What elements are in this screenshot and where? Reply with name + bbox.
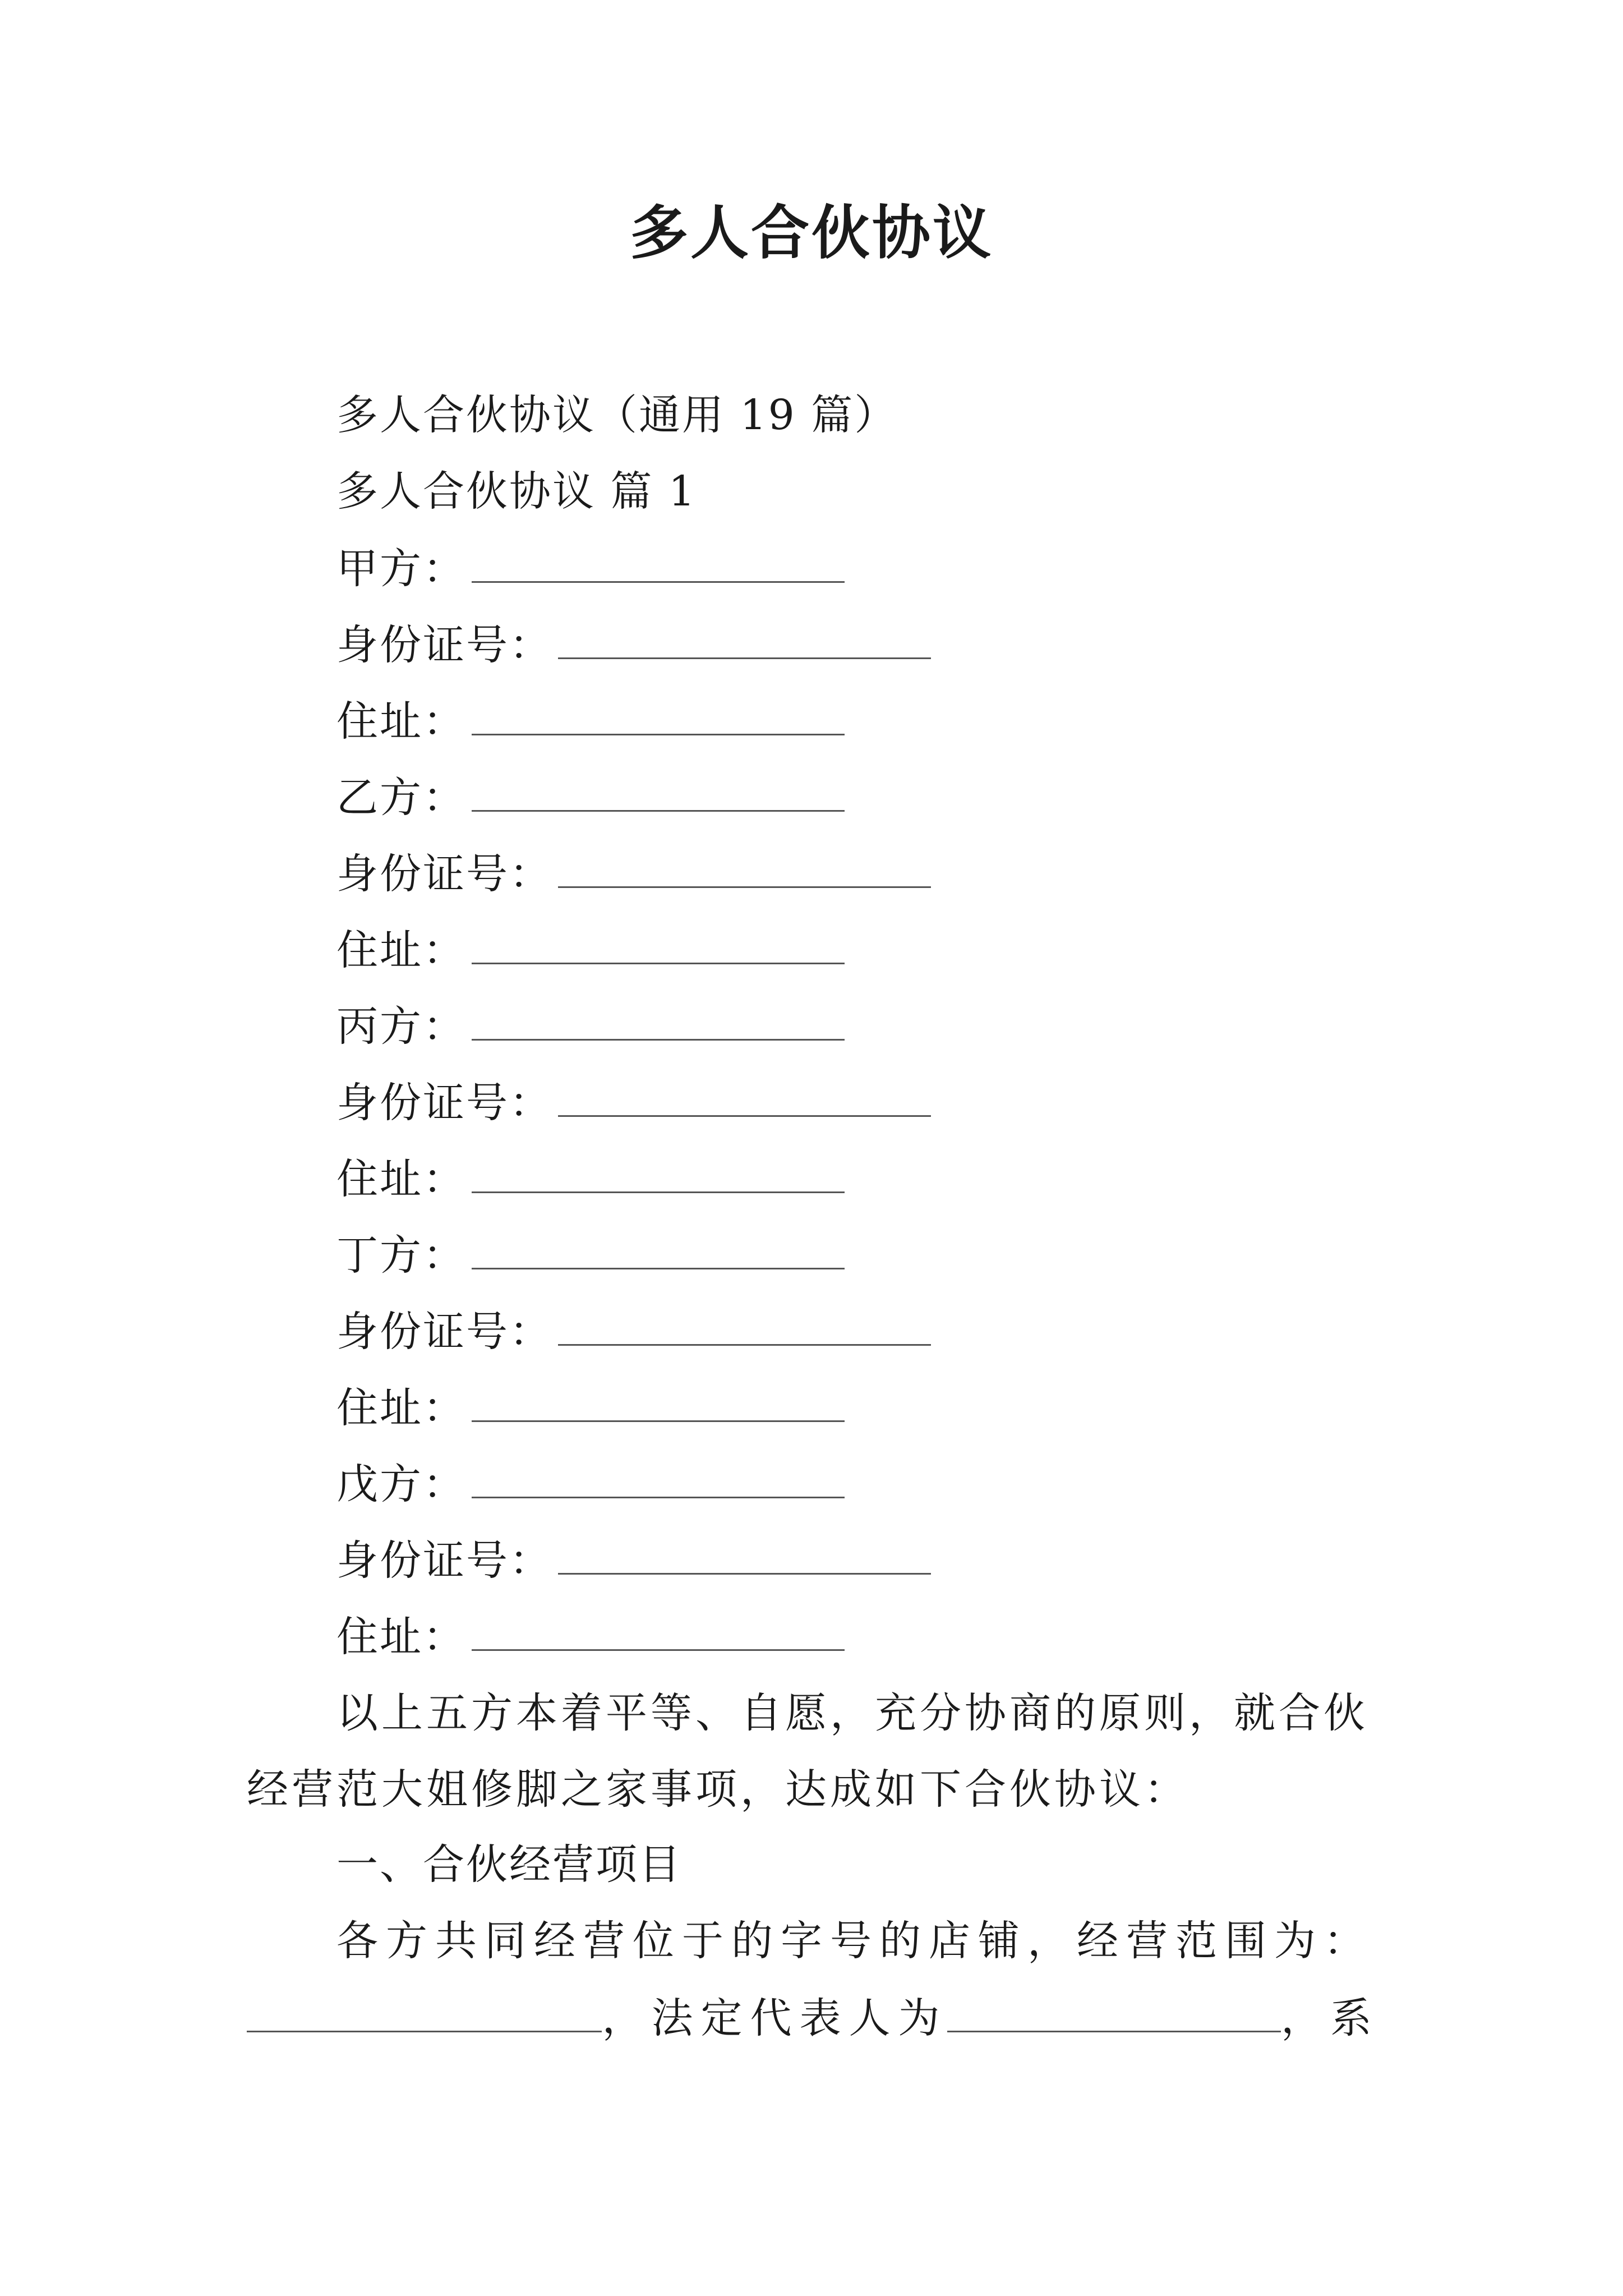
party-a-address-blank	[472, 692, 845, 735]
party-e-id-label: 身份证号：	[336, 1536, 552, 1585]
party-c-id-blank	[558, 1074, 931, 1117]
intro-paragraph	[247, 1675, 1380, 1828]
document-subtitle: 多人合伙协议（通用 19 篇）	[336, 391, 898, 439]
party-b-id-label: 身份证号：	[336, 850, 552, 898]
article-1-line-2-text-a: ，法定代表人为	[602, 1994, 948, 2042]
article-1-line-2	[247, 1989, 1380, 2046]
party-e-address-row	[336, 1608, 845, 1665]
party-b-id-row	[336, 845, 931, 902]
party-a-row	[336, 540, 845, 597]
party-b-address-row	[336, 921, 845, 978]
party-a-address-row	[336, 692, 845, 749]
section-heading: 多人合伙协议 篇 1	[336, 467, 697, 516]
party-c-address-blank	[472, 1150, 845, 1193]
party-d-label: 丁方：	[336, 1231, 466, 1280]
party-a-id-row	[336, 616, 931, 673]
party-a-id-label: 身份证号：	[336, 621, 552, 669]
party-d-id-blank	[558, 1303, 931, 1346]
party-a-blank	[472, 540, 845, 583]
party-a-label: 甲方：	[336, 545, 466, 593]
party-e-row	[336, 1455, 845, 1512]
article-1-heading: 一、合伙经营项目	[336, 1841, 682, 1889]
party-b-row	[336, 769, 845, 826]
party-c-id-label: 身份证号：	[336, 1079, 552, 1127]
party-d-address-blank	[472, 1379, 845, 1422]
party-d-address-row	[336, 1379, 845, 1436]
party-c-blank	[472, 997, 845, 1041]
business-scope-blank	[247, 1989, 602, 2032]
party-d-id-row	[336, 1303, 931, 1360]
party-e-address-blank	[472, 1608, 845, 1651]
party-e-address-label: 住址：	[336, 1613, 466, 1661]
party-c-label: 丙方：	[336, 1002, 466, 1051]
party-e-id-blank	[558, 1531, 931, 1575]
party-b-address-blank	[472, 921, 845, 964]
party-b-blank	[472, 769, 845, 812]
party-d-id-label: 身份证号：	[336, 1308, 552, 1356]
article-1-line-1	[336, 1913, 1380, 1969]
article-1-line-2-text-b: ，系	[1281, 1994, 1380, 2042]
party-b-address-label: 住址：	[336, 926, 466, 974]
party-c-address-label: 住址：	[336, 1155, 466, 1203]
party-c-id-row	[336, 1074, 931, 1131]
party-c-address-row	[336, 1150, 845, 1207]
party-d-address-label: 住址：	[336, 1384, 466, 1432]
party-b-id-blank	[558, 845, 931, 888]
intro-paragraph-text: 以上五方本着平等、自愿，充分协商的原则，就合伙经营范大姐修脚之家事项，达成如下合伙协议：	[247, 1689, 1368, 1814]
legal-representative-blank	[947, 1989, 1281, 2032]
party-a-address-label: 住址：	[336, 697, 466, 746]
party-c-row	[336, 997, 845, 1055]
party-a-id-blank	[558, 616, 931, 659]
party-e-label: 戊方：	[336, 1460, 466, 1508]
article-1-line-1-text: 各方共同经营位于的字号的店铺，经营范围为：	[336, 1917, 1373, 1965]
party-b-label: 乙方：	[336, 774, 466, 822]
party-e-blank	[472, 1455, 845, 1498]
party-d-row	[336, 1226, 845, 1283]
party-e-id-row	[336, 1531, 931, 1589]
party-d-blank	[472, 1226, 845, 1269]
document-title: 多人合伙协议	[629, 198, 993, 267]
